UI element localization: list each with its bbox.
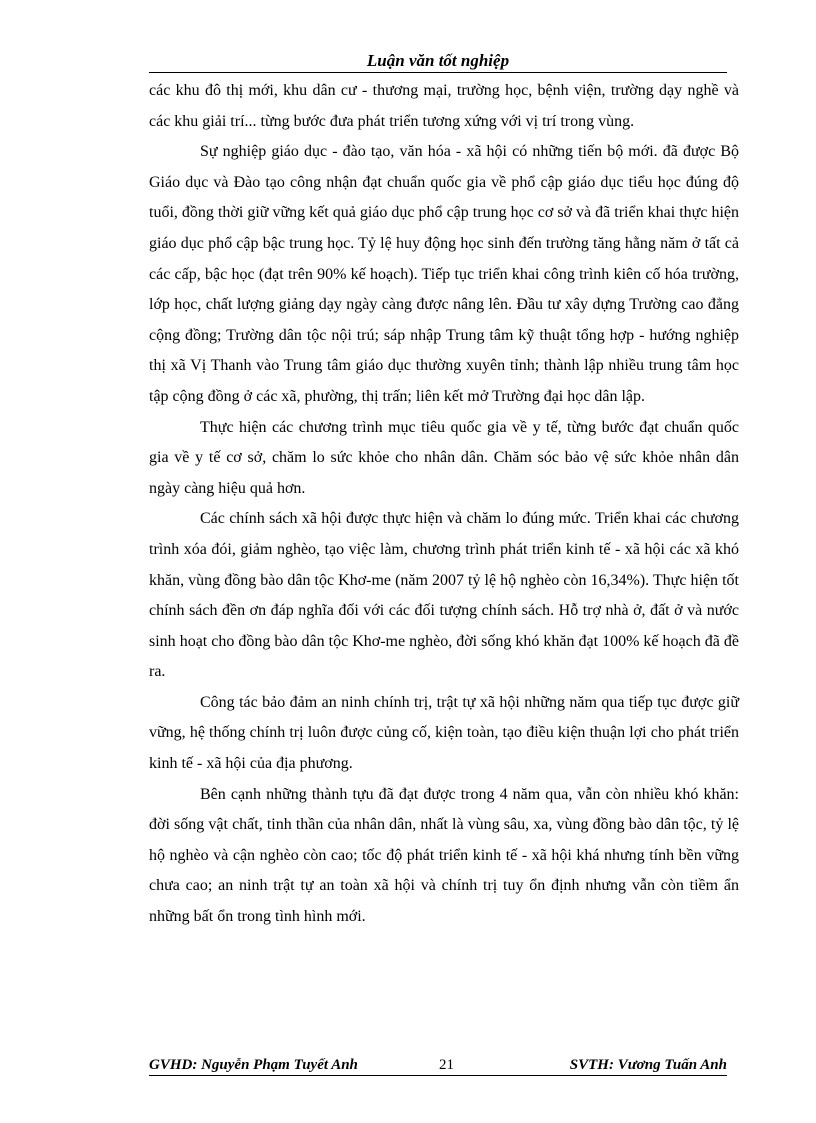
- body-text: [149, 76, 739, 933]
- header-title: Luận văn tốt nghiệp: [366, 51, 510, 70]
- paragraph-education: Sự nghiệp giáo dục - đào tạo, văn hóa - xã hội có những tiến bộ mới. đã được Bộ Giáo dục và Đào tạo công nhận đạt chuẩn quốc gia về phổ cập giáo dục tiểu học đúng độ tuổi, đồng thời giữ vững kết quả giáo dục phổ cập trung học cơ sở và đã triển khai thực hiện giáo dục phổ cập bậc trung học. Tỷ lệ huy động học sinh đến trường tăng hằng năm ở tất cả các cấp, bậc học (đạt trên 90% kế hoạch). Tiếp tục triển khai công trình kiên cố hóa trường, lớp học, chất lượng giảng dạy ngày càng được nâng lên. Đầu tư xây dựng Trường cao đẳng cộng đồng; Trường dân tộc nội trú; sáp nhập Trung tâm kỹ thuật tổng hợp - hướng nghiệp thị xã Vị Thanh vào Trung tâm giáo dục thường xuyên tỉnh; thành lập nhiều trung tâm học tập cộng đồng ở các xã, phường, thị trấn; liên kết mở Trường đại học dân lập.: [149, 143, 739, 405]
- paragraph-social-policy: Các chính sách xã hội được thực hiện và chăm lo đúng mức. Triển khai các chương trình xóa đói, giảm nghèo, tạo việc làm, chương trình phát triển kinh tế - xã hội các xã khó khăn, vùng đồng bào dân tộc Khơ-me (năm 2007 tỷ lệ hộ nghèo còn 16,34%). Thực hiện tốt chính sách đền ơn đáp nghĩa đối với các đối tượng chính sách. Hỗ trợ nhà ở, đất ở và nước sinh hoạt cho đồng bào dân tộc Khơ-me nghèo, đời sống khó khăn đạt 100% kế hoạch đã đề ra.: [149, 510, 739, 681]
- page-header: [149, 50, 727, 73]
- page-number: 21: [439, 1057, 454, 1073]
- paragraph-challenges: Bên cạnh những thành tựu đã đạt được trong 4 năm qua, vẫn còn nhiều khó khăn: đời sống vật chất, tinh thần của nhân dân, nhất là vùng sâu, xa, vùng đồng bào dân tộc, tỷ lệ hộ nghèo và cận nghèo còn cao; tốc độ phát triển kinh tế - xã hội khá nhưng tính bền vững chưa cao; an ninh trật tự an toàn xã hội và chính trị tuy ổn định nhưng vẫn còn tiềm ẩn những bất ổn trong tình hình mới.: [149, 785, 739, 926]
- footer-student: SVTH: Vương Tuấn Anh: [569, 1057, 727, 1073]
- page-footer: [149, 1055, 727, 1076]
- paragraph-continuation: các khu đô thị mới, khu dân cư - thương mại, trường học, bệnh viện, trường dạy nghề và các khu giải trí... từng bước đưa phát triển tương xứng với vị trí trong vùng.: [149, 82, 739, 130]
- footer-supervisor: GVHD: Nguyễn Phạm Tuyết Anh: [149, 1057, 358, 1073]
- paragraph-health: Thực hiện các chương trình mục tiêu quốc gia về y tế, từng bước đạt chuẩn quốc gia về y tế cơ sở, chăm lo sức khỏe cho nhân dân. Chăm sóc bảo vệ sức khỏe nhân dân ngày càng hiệu quả hơn.: [149, 418, 739, 497]
- paragraph-security: Công tác bảo đảm an ninh chính trị, trật tự xã hội những năm qua tiếp tục được giữ vững, hệ thống chính trị luôn được củng cố, kiện toàn, tạo điều kiện thuận lợi cho phát triển kinh tế - xã hội của địa phương.: [149, 693, 739, 773]
